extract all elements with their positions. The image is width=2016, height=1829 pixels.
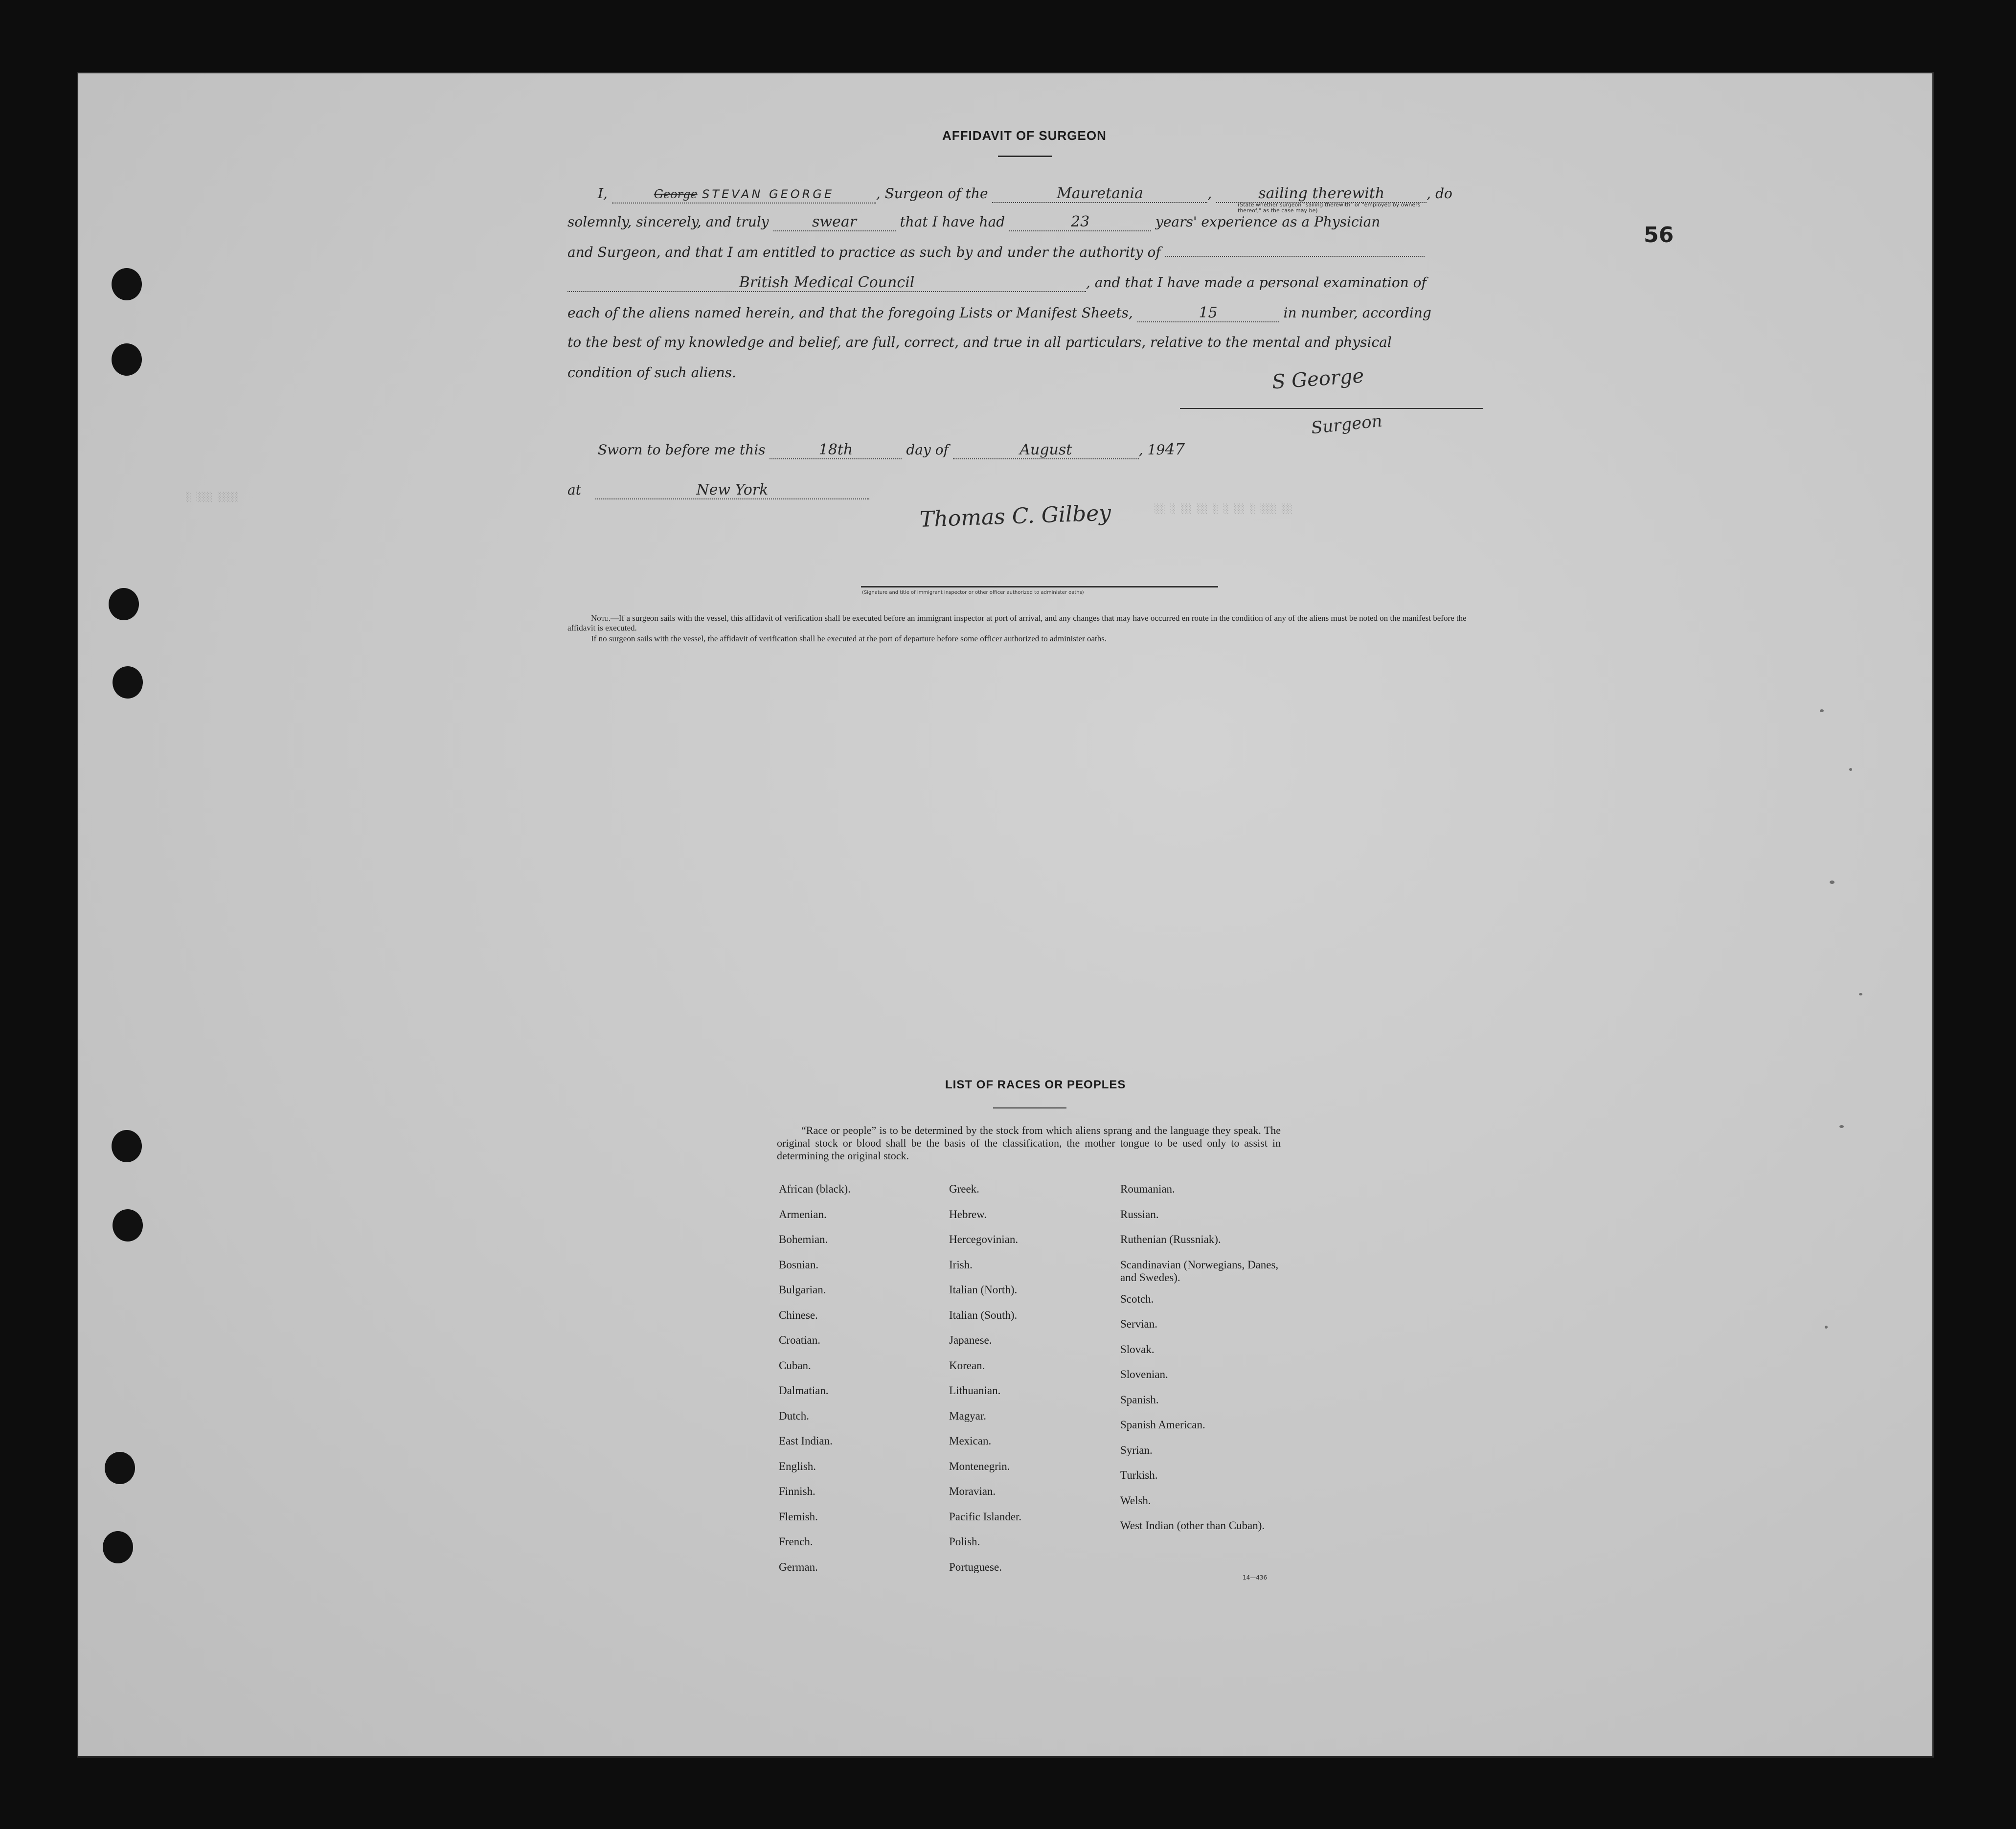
race-item: Scandinavian (Norwegians, Danes, and Swedes). (1120, 1258, 1279, 1284)
officer-signature-line (861, 586, 1218, 587)
punch-hole (109, 588, 139, 620)
speck (1839, 1125, 1844, 1128)
race-item: Lithuanian. (949, 1384, 1001, 1397)
race-item: Spanish. (1120, 1393, 1159, 1406)
race-item: Greek. (949, 1183, 979, 1195)
affidavit-line-4: British Medical Council , and that I have made a personal examination of (567, 272, 1487, 294)
sworn-month-field: August (953, 442, 1139, 459)
race-item: Montenegrin. (949, 1460, 1010, 1472)
race-item: French. (779, 1535, 813, 1548)
form-number: 14—436 (1243, 1574, 1268, 1581)
race-item: Hebrew. (949, 1208, 987, 1220)
race-item: Bosnian. (779, 1258, 819, 1271)
race-item: Ruthenian (Russniak). (1120, 1233, 1221, 1245)
sworn-day-field: 18th (770, 442, 902, 459)
oath-verb-field: swear (773, 214, 896, 231)
race-item: Welsh. (1120, 1494, 1151, 1507)
vessel-field: Mauretania (992, 185, 1207, 203)
punch-hole (112, 343, 142, 376)
affidavit-line-1: I, George STEVAN GEORGE , Surgeon of the Mauretania , sailing therewith , do (567, 183, 1487, 204)
races-title: LIST OF RACES OR PEOPLES (945, 1078, 1126, 1091)
races-column-2 (949, 1183, 1125, 1586)
races-intro: “Race or people” is to be determined by the stock from which aliens sprang and the language they speak. The original stock or blood shall be the basis of the classification, the mother tongue to be used only to assist in determining the original stock. (777, 1124, 1281, 1162)
race-item: Russian. (1120, 1208, 1159, 1220)
affidavit-line-2: solemnly, sincerely, and truly swear that I have had 23 years' experience as a Physician (567, 213, 1381, 230)
race-item: Korean. (949, 1359, 985, 1372)
authority-field-start (1165, 256, 1425, 257)
race-item: Portuguese. (949, 1560, 1002, 1573)
race-item: Syrian. (1120, 1444, 1153, 1456)
race-item: Magyar. (949, 1409, 987, 1422)
race-item: Japanese. (949, 1334, 992, 1346)
speck (1849, 768, 1852, 771)
sheet-count-field: 15 (1137, 305, 1279, 322)
race-item: Italian (North). (949, 1284, 1018, 1296)
sworn-year: 47 (1165, 440, 1185, 458)
sworn-line: Sworn to before me this 18th day of August , 1947 (598, 440, 1185, 458)
punch-hole (112, 268, 142, 300)
at-line: at New York (567, 479, 1487, 501)
race-item: Polish. (949, 1535, 980, 1548)
bleed-through-text: ░░ ░ ░░ ░░ ░ ░ ░░ ░ ░░░ ░░ (1155, 504, 1292, 514)
affidavit-line-6: to the best of my knowledge and belief, are full, correct, and true in all particulars, relative to the mental and physical (567, 334, 1392, 350)
speck (1859, 993, 1862, 995)
race-item: Dutch. (779, 1409, 809, 1422)
race-item: Slovak. (1120, 1343, 1155, 1355)
officer-signature: Thomas C. Gilbey (919, 500, 1111, 532)
affidavit-line-7: condition of such aliens. (567, 364, 737, 381)
affidavit-line-5: each of the aliens named herein, and that the foregoing Lists or Manifest Sheets, 15 in number, according (567, 304, 1431, 321)
race-item: Irish. (949, 1258, 973, 1271)
race-item: Spanish American. (1120, 1419, 1205, 1431)
race-item: Bulgarian. (779, 1284, 826, 1296)
speck (1825, 1326, 1828, 1329)
race-item: Moravian. (949, 1485, 996, 1497)
race-item: Slovenian. (1120, 1368, 1168, 1380)
races-column-1 (779, 1183, 955, 1586)
races-column-3 (1120, 1183, 1282, 1554)
capacity-field: sailing therewith (1216, 185, 1427, 203)
place-field: New York (595, 482, 869, 499)
surgeon-signature: S George (1271, 364, 1365, 394)
note-1: Note.—If a surgeon sails with the vessel, this affidavit of verification shall be executed before an immigrant inspector at port of arrival, and any changes that may have occurred en route in the condition of any of the aliens must be noted on the manifest before the affidavit is executed. (567, 613, 1467, 632)
race-item: Italian (South). (949, 1309, 1018, 1321)
race-item: Finnish. (779, 1485, 815, 1497)
punch-hole (113, 1209, 143, 1242)
race-item: West Indian (other than Cuban). (1120, 1519, 1265, 1532)
punch-hole (113, 666, 143, 699)
surgeon-title: Surgeon (1310, 411, 1383, 438)
race-item: Servian. (1120, 1318, 1158, 1330)
speck (1820, 709, 1824, 712)
race-item: Armenian. (779, 1208, 827, 1220)
title-rule (998, 156, 1052, 157)
races-title-rule (993, 1107, 1066, 1108)
speck (1830, 881, 1835, 884)
race-item: Dalmatian. (779, 1384, 829, 1397)
race-item: Chinese. (779, 1309, 818, 1321)
race-item: Mexican. (949, 1435, 992, 1447)
race-item: Pacific Islander. (949, 1510, 1022, 1523)
capacity-hint: (State whether surgeon "sailing therewith" or "employed by owners thereof," as the case may be) (1238, 202, 1421, 214)
race-item: Hercegovinian. (949, 1233, 1019, 1245)
race-item: Cuban. (779, 1359, 811, 1372)
race-item: Scotch. (1120, 1292, 1154, 1305)
officer-caption: (Signature and title of immigrant inspector or other officer authorized to administer oaths) (862, 590, 1084, 595)
bleed-through-text: ░ ░░░ ░░░░ (186, 492, 239, 502)
race-item: Croatian. (779, 1334, 820, 1346)
punch-hole (105, 1452, 135, 1484)
surgeon-name-field: George STEVAN GEORGE (612, 185, 876, 203)
punch-hole (112, 1130, 142, 1162)
race-item: Bohemian. (779, 1233, 828, 1245)
race-item: East Indian. (779, 1435, 833, 1447)
race-item: German. (779, 1560, 818, 1573)
punch-hole (103, 1531, 133, 1563)
race-item: Turkish. (1120, 1469, 1158, 1481)
authority-field: British Medical Council (567, 274, 1086, 292)
page-number: 56 (1644, 223, 1674, 248)
surgeon-signature-line (1180, 408, 1483, 409)
affidavit-line-3: and Surgeon, and that I am entitled to practice as such by and under the authority of (567, 242, 1487, 263)
race-item: English. (779, 1460, 816, 1472)
race-item: African (black). (779, 1183, 851, 1195)
years-field: 23 (1009, 214, 1151, 231)
race-item: Flemish. (779, 1510, 818, 1523)
race-item: Roumanian. (1120, 1183, 1175, 1195)
affidavit-title: AFFIDAVIT OF SURGEON (942, 128, 1107, 143)
note-2: If no surgeon sails with the vessel, the affidavit of verification shall be executed at the port of departure before some officer authorized to administer oaths. (591, 634, 1107, 643)
